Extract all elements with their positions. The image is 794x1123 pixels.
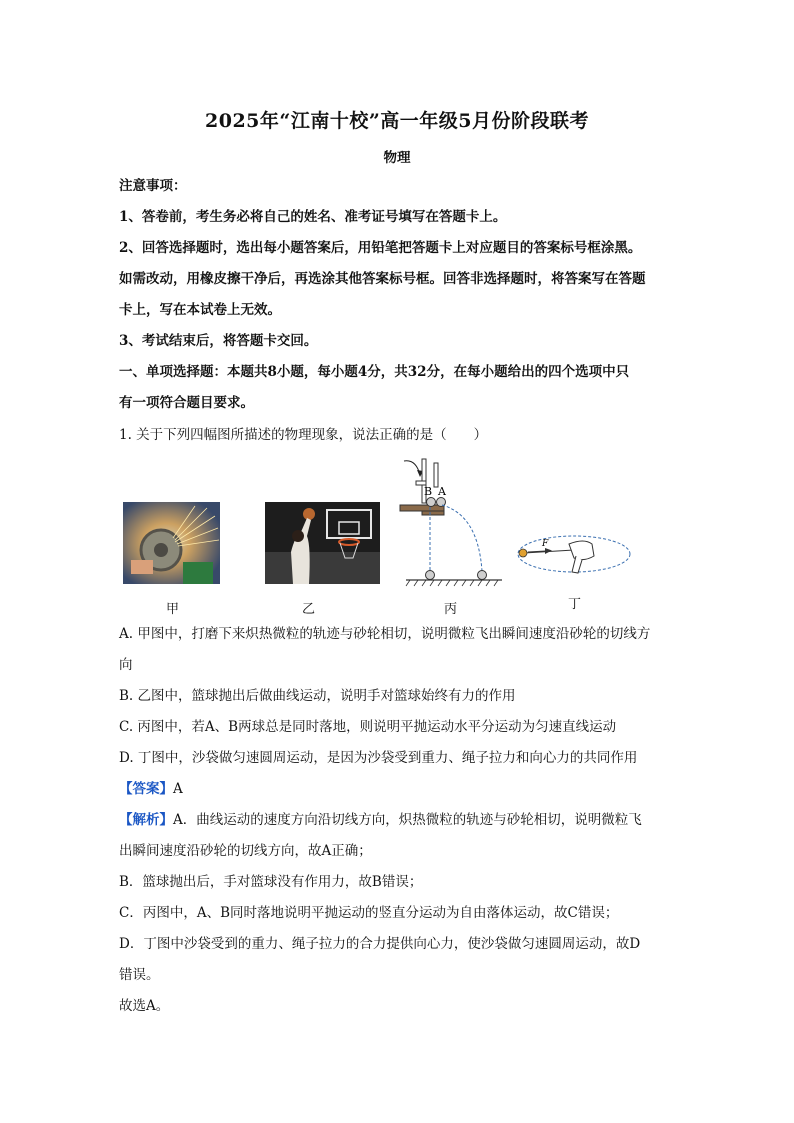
figure-ding-circular (514, 530, 634, 585)
analysis-line-5: D．丁图中沙袋受到的重力、绳子拉力的合力提供向心力，使沙袋做匀速圆周运动，故D (119, 936, 641, 952)
label-ball-b: B (424, 485, 433, 498)
caption-jia: 甲 (166, 602, 180, 617)
answer-tag: 【答案】 (119, 781, 173, 797)
page-title: 2025年“江南十校”高一年级5月份阶段联考 (205, 110, 589, 132)
caption-ding: 丁 (568, 597, 582, 612)
analysis-line-4: C．丙图中，A、B同时落地说明平抛运动的竖直分运动为自由落体运动，故C错误； (119, 905, 619, 921)
option-a-cont: 向 (119, 657, 133, 673)
figure-yi-basketball (265, 502, 380, 584)
section-heading: 一、单项选择题：本题共8小题，每小题4分，共32分，在每小题给出的四个选项中只 (119, 364, 630, 380)
option-d: D. 丁图中，沙袋做匀速圆周运动，是因为沙袋受到重力、绳子拉力和向心力的共同作用 (119, 750, 638, 766)
figure-jia-grinding (123, 502, 220, 584)
note-item-1: 1、答卷前，考生务必将自己的姓名、准考证号填写在答题卡上。 (119, 209, 507, 225)
section-heading-cont: 有一项符合题目要求。 (119, 395, 254, 411)
subject-title: 物理 (383, 150, 411, 166)
label-force: F (542, 539, 549, 549)
analysis-line-6: 错误。 (119, 967, 160, 983)
caption-bing: 丙 (444, 602, 458, 617)
note-item-2-cont: 如需改动，用橡皮擦干净后，再选涂其他答案标号框。回答非选择题时，将答案写在答题 (119, 271, 646, 287)
figure-bing-projectile (398, 455, 508, 590)
option-a: A. 甲图中，打磨下来炽热微粒的轨迹与砂轮相切，说明微粒飞出瞬间速度沿砂轮的切线方 (119, 626, 651, 642)
analysis-tag: 【解析】 (119, 812, 173, 828)
answer-line (119, 779, 679, 799)
analysis-line-3: B．篮球抛出后，手对篮球没有作用力，故B错误； (119, 874, 423, 890)
analysis-line-2: 出瞬间速度沿砂轮的切线方向，故A正确； (119, 843, 372, 859)
analysis-text-1: A．曲线运动的速度方向沿切线方向，炽热微粒的轨迹与砂轮相切，说明微粒飞 (173, 812, 642, 828)
answer-value: A (173, 781, 183, 797)
label-ball-a: A (438, 485, 446, 498)
note-item-2: 2、回答选择题时，选出每小题答案后，用铅笔把答题卡上对应题目的答案标号框涂黑。 (119, 240, 642, 256)
option-b: B. 乙图中，篮球抛出后做曲线运动，说明手对篮球始终有力的作用 (119, 688, 516, 704)
caption-yi: 乙 (302, 602, 316, 617)
analysis-line-7: 故选A。 (119, 998, 170, 1014)
note-item-3: 3、考试结束后，将答题卡交回。 (119, 333, 318, 349)
notes-heading: 注意事项： (119, 178, 187, 194)
note-item-2-cont2: 卡上，写在本试卷上无效。 (119, 302, 281, 318)
question-stem: 1. 关于下列四幅图所描述的物理现象，说法正确的是（ ） (119, 427, 488, 443)
option-c: C. 丙图中，若A、B两球总是同时落地，则说明平抛运动水平分运动为匀速直线运动 (119, 719, 617, 735)
analysis-line-1 (119, 810, 679, 830)
